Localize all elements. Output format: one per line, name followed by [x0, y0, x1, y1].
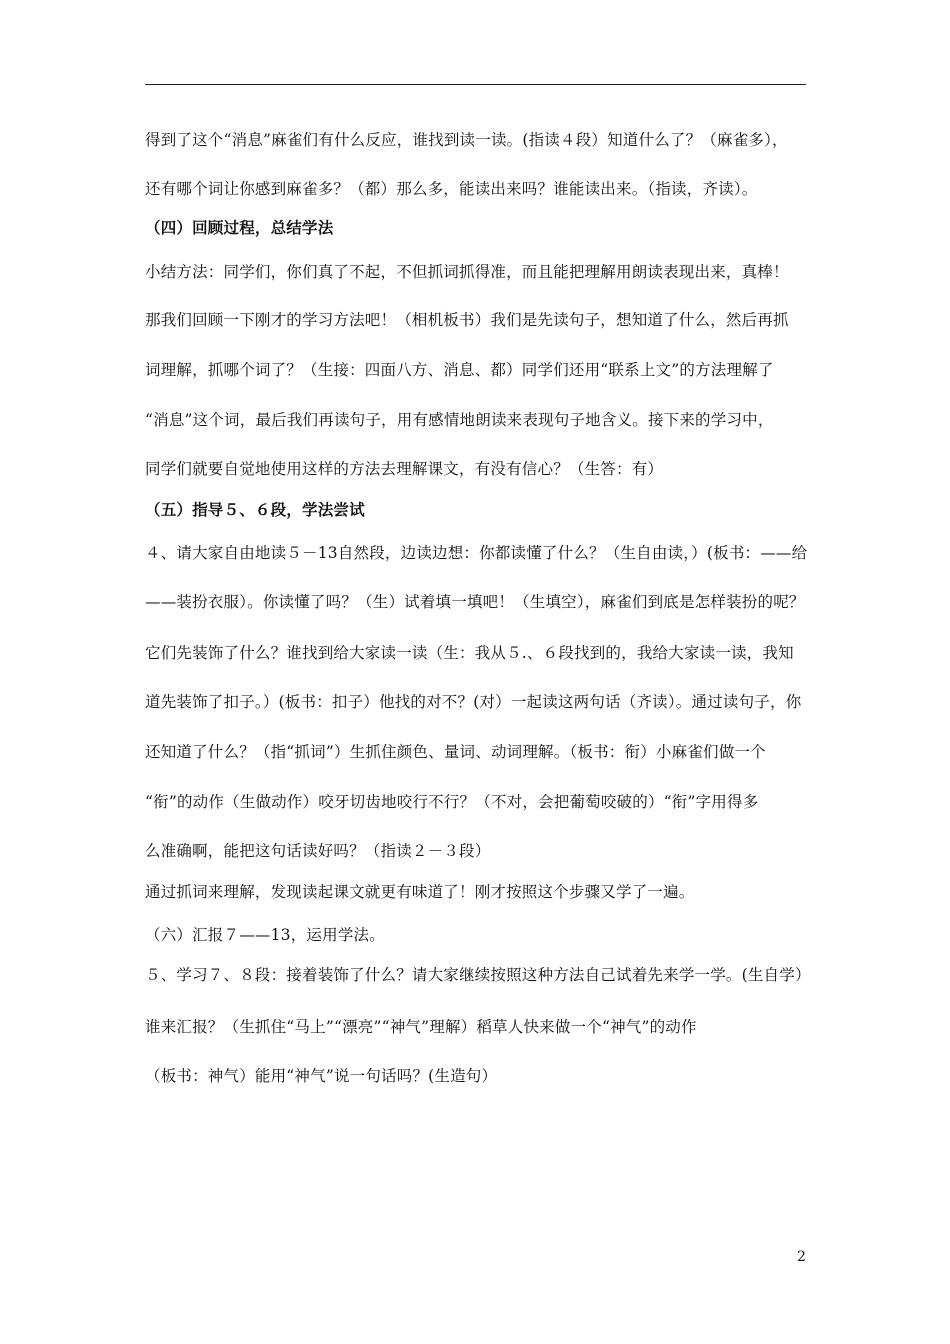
paragraph-line: ５、学习７、８段：接着装饰了什么？请大家继续按照这种方法自己试着先来学一学。(生自学）	[145, 966, 811, 984]
paragraph-line: 通过抓词来理解，发现读起课文就更有味道了！刚才按照这个步骤又学了一遍。	[145, 883, 695, 901]
paragraph-line: 还知道了什么？（指“抓词”）生抓住颜色、量词、动词理解。（板书：衔）小麻雀们做一个	[145, 743, 766, 761]
paragraph-line: 同学们就要自觉地使用这样的方法去理解课文，有没有信心？（生答：有）	[145, 460, 664, 478]
section-heading: （六）汇报７——13，运用学法。	[145, 926, 385, 944]
paragraph-line: 道先装饰了扣子。）(板书：扣子）他找的对不？(对）一起读这两句话（齐读）。通过读句子，你	[145, 693, 802, 711]
paragraph-line: “衔”的动作（生做动作）咬牙切齿地咬行不行？（不对，会把葡萄咬破的）“衔”字用得多	[145, 793, 759, 811]
page-number: 2	[797, 1249, 806, 1265]
header-rule	[145, 84, 806, 85]
section-heading: （五）指导５、６段，学法尝试	[145, 500, 365, 519]
section-heading: （四）回顾过程，总结学法	[145, 218, 334, 237]
paragraph-line: 小结方法：同学们，你们真了不起，不但抓词抓得准，而且能把理解用朗读表现出来，真棒！	[145, 263, 789, 281]
paragraph-line: 得到了这个“消息”麻雀们有什么反应，谁找到读一读。(指读４段）知道什么了？（麻雀多），	[145, 131, 788, 149]
paragraph-line: 谁来汇报？（生抓住“马上”“漂亮”“神气”理解）稻草人快来做一个“神气”的动作	[145, 1018, 697, 1036]
paragraph-line: “消息”这个词，最后我们再读句子，用有感情地朗读来表现句子地含义。接下来的学习中，	[145, 411, 774, 429]
paragraph-line: 它们先装饰了什么？谁找到给大家读一读（生：我从５.、６段找到的，我给大家读一读，我知	[145, 644, 794, 662]
paragraph-line: 么准确啊，能把这句话读好吗？（指读２－３段）	[145, 842, 491, 860]
paragraph-line: 词理解，抓哪个词了？（生接：四面八方、消息、都）同学们还用“联系上文”的方法理解了	[145, 361, 774, 379]
paragraph-line: 那我们回顾一下刚才的学习方法吧！（相机板书）我们是先读句子，想知道了什么，然后再抓	[145, 311, 789, 329]
paragraph-line: ４、请大家自由地读５－13自然段，边读边想：你都读懂了什么？（生自由读，）(板书：——给	[145, 544, 808, 562]
paragraph-line: 还有哪个词让你感到麻雀多？（都）那么多，能读出来吗？谁能读出来。（指读，齐读）。	[145, 180, 758, 198]
paragraph-line: （板书：神气）能用“神气”说一句话吗？(生造句）	[145, 1067, 498, 1085]
paragraph-line: ——装扮衣服）。你读懂了吗？（生）试着填一填吧！（生填空），麻雀们到底是怎样装扮的呢？	[145, 593, 805, 611]
